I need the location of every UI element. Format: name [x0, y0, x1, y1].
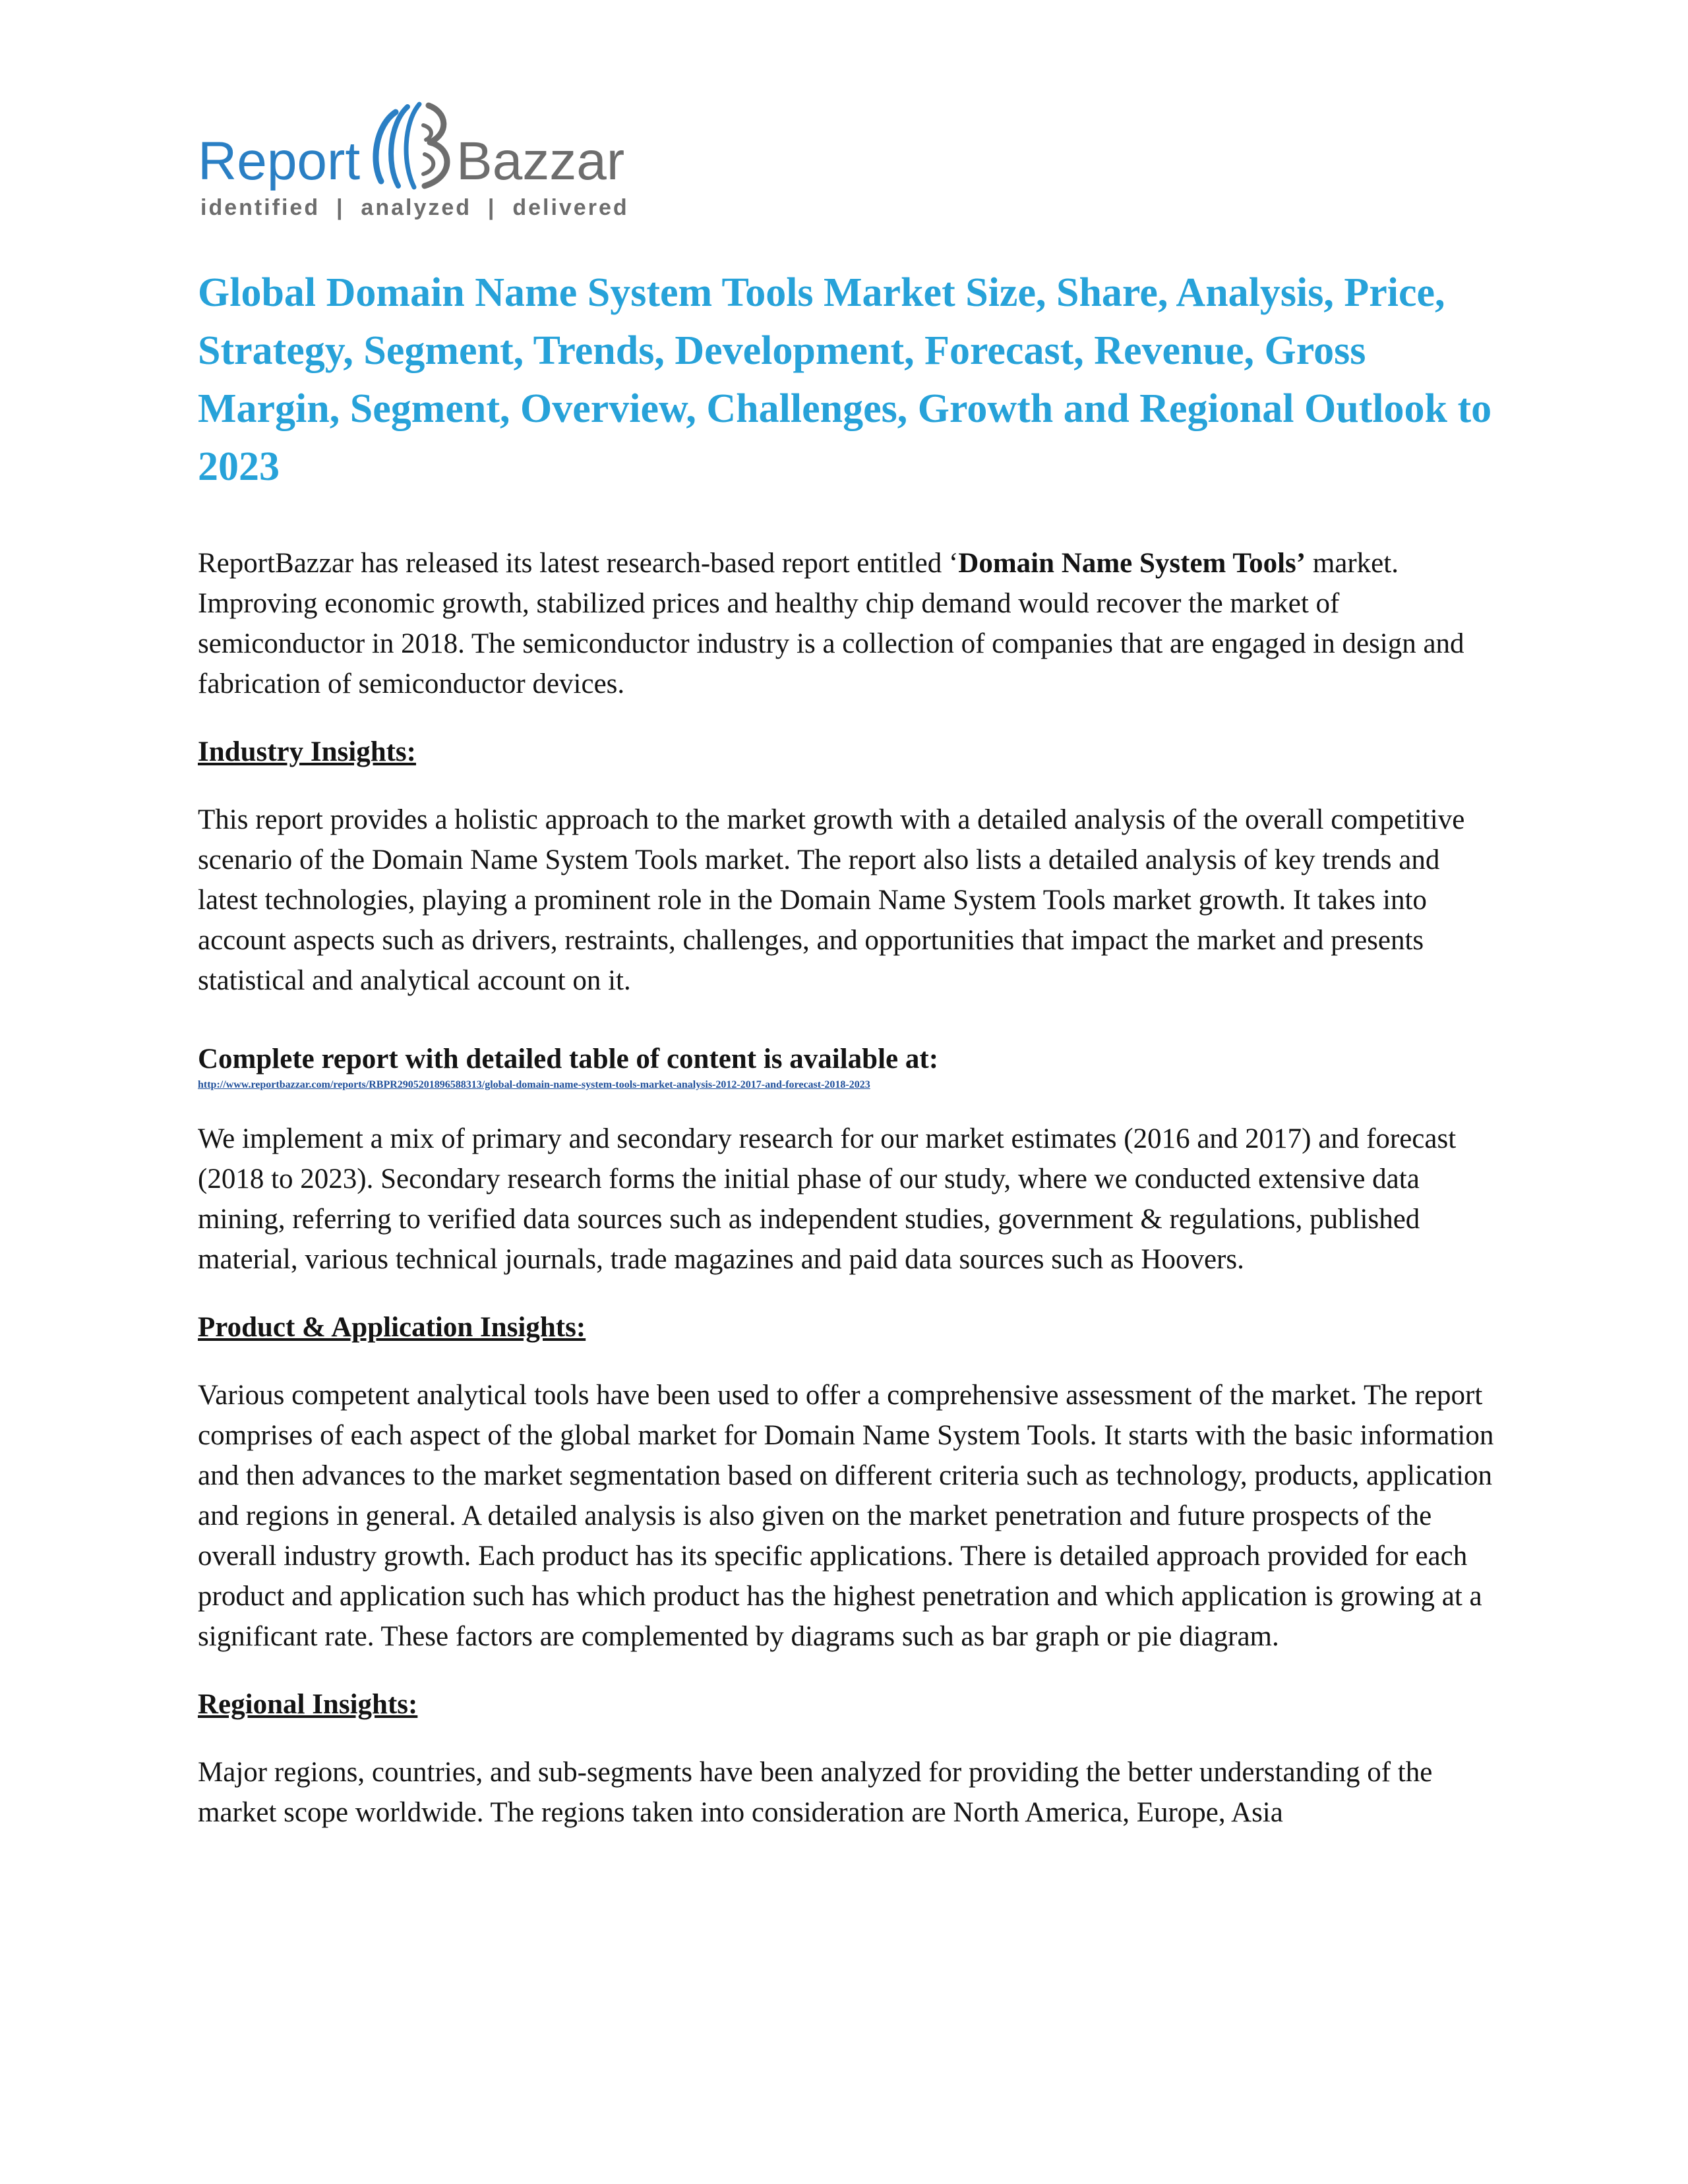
logo-tagline: identified | analyzed | delivered [200, 195, 629, 220]
logo-report-text: Report [198, 131, 361, 191]
report-content [198, 264, 1503, 1860]
regional-insights-heading: Regional Insights: [198, 1689, 418, 1720]
industry-insights-text: This report provides a holistic approach to the market growth with a detailed analysis of the overall competitive scenario of the Domain Name System Tools market. The report also lists a detailed analysis of key trends and latest technologies, playing a prominent role in the Domain Name System Tools market growth. It takes into account aspects such as drivers, restraints, challenges, and opportunities that impact the market and presents statistical and analytical account on it. [198, 804, 1465, 996]
regional-insights-text: Major regions, countries, and sub-segments have been analyzed for providing the better understanding of the market scope worldwide. The regions taken into consideration are North America, Europe, Asia [198, 1757, 1433, 1828]
report-link[interactable]: http://www.reportbazzar.com/reports/RBPR2905201896588313/global-domain-name-system-tools-market-analysis-2012-2017-and-forecast-2018-2023 [198, 1079, 870, 1090]
complete-report-label: Complete report with detailed table of content is available at: [198, 1044, 939, 1075]
research-methodology-text: We implement a mix of primary and secondary research for our market estimates (2016 and 2017) and forecast (2018 to 2023). Secondary research forms the initial phase of our study, where we conducted extensive data mining, referring to verified data sources such as independent studies, government & regulations, published material, various technical journals, trade magazines and paid data sources such as Hoovers. [198, 1123, 1457, 1275]
intro-paragraph [198, 543, 1503, 704]
intro-report-name: Domain Name System Tools’ [958, 548, 1306, 579]
reportbazzar-logo [198, 99, 673, 231]
product-application-heading: Product & Application Insights: [198, 1312, 586, 1343]
intro-text-after: market. Improving economic growth, stabilized prices and healthy chip demand would recover the market of semiconductor in 2018. The semiconductor industry is a collection of companies that are engaged in design and fabrication of semiconductor devices. [198, 548, 1464, 699]
logo-graphic [198, 99, 673, 231]
logo-swirl-icon [376, 104, 447, 187]
industry-insights-heading: Industry Insights: [198, 736, 416, 767]
product-application-text: Various competent analytical tools have been used to offer a comprehensive assessment of the market. The report comprises of each aspect of the global market for Domain Name System Tools. It starts with the basic information and then advances to the market segmentation based on different criteria such as technology, products, application and regions in general. A detailed analysis is also given on the market penetration and future prospects of the overall industry growth. Each product has its specific applications. There is detailed approach provided for each product and application such has which product has the highest penetration and which application is growing at a significant rate. These factors are complemented by diagrams such as bar graph or pie diagram. [198, 1380, 1494, 1652]
logo-bazzar-text: Bazzar [456, 131, 625, 191]
intro-text-before: ReportBazzar has released its latest research-based report entitled ‘ [198, 548, 959, 579]
report-title: Global Domain Name System Tools Market Size, Share, Analysis, Price, Strategy, Segment, Trends, Development, Forecast, Revenue, Gross Margin, Segment, Overview, Challenges, Growth and Regional Outlook to 2023 [198, 270, 1492, 489]
